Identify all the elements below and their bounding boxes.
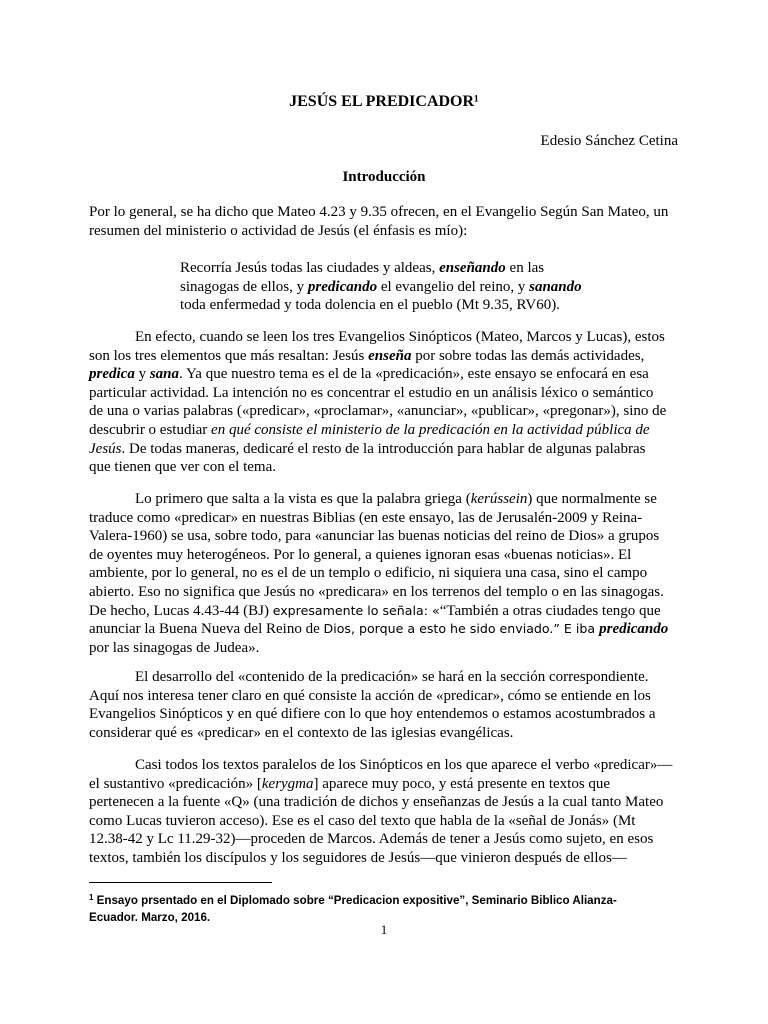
paragraph-text: por sobre todas las demás actividades, [411,347,645,364]
emphasis-text: predicando [307,278,378,295]
quote-text: en las [505,260,545,276]
quoted-scripture: anunciar la Buena Nueva del Reino de [89,621,324,638]
quote-text: el evangelio del reino, y [377,278,530,295]
paragraph-line [89,756,681,775]
paragraph-line: Valera-1960) se usa, sobre todo, para «anunciar las buenas noticias del reino de Dios» a grupos [89,528,660,545]
block-quote [180,259,600,315]
paragraph-text: De hecho, Lucas 4.43-44 (BJ) [89,602,273,619]
greek-word: kerússein [470,491,528,507]
paragraph-kerussein [89,490,681,657]
paragraph-line: como Lucas tuvieron acceso). Ese es el caso del texto que habla de la «señal de Jonás» (Mt [89,812,636,829]
paragraph-line [89,668,681,687]
paragraph-line: traduce como «predicar» en nuestras Biblias (en este ensayo, las de Jerusalén-2009 y Reina- [89,509,643,526]
document-title: JESÚS EL PREDICADOR¹ [289,93,479,110]
paragraph-text: Lo primero que salta a la vista es que la palabra griega ( [135,491,471,507]
emphasis-text: sanando [529,278,582,295]
section-heading: Introducción [342,169,426,185]
paragraph-line: por las sinagogas de Judea». [89,639,260,656]
emphasis-text: enseñando [439,260,506,276]
paragraph-text: En efecto, cuando se leen los tres Evangelios Sinópticos (Mateo, Marcos y Lucas), estos [135,329,665,345]
paragraph-line: textos, también los discípulos y los seguidores de Jesús—que vinieron después de ellos— [89,849,627,866]
emphasis-text: predica [89,366,135,383]
paragraph-text: el sustantivo «predicación» [ [89,775,262,792]
paragraph-line: pertenecen a la fuente «Q» (una tradición de dichos y enseñanzas de Jesús a la cual tanto Mateo [89,794,664,811]
paragraph-line: Evangelios Sinópticos y en qué difiere con lo que hoy entendemos o estamos acostumbrados a [89,706,656,723]
paragraph-text: descubrir o estudiar [89,421,212,438]
paragraph-line [89,328,681,347]
paragraph-line: ambiente, por lo general, no es el de un templo o edificio, ni siquiera una casa, sino el campo [89,565,648,582]
quote-text: Recorría Jesús todas las ciudades y aldeas, [180,260,440,276]
paragraph-text: . De todas maneras, dedicaré el resto de la introducción para hablar de algunas palabras [121,440,646,457]
paragraph-parallels [89,756,681,868]
paragraph-line [89,775,681,794]
paragraph-line [89,620,681,639]
emphasis-text: sana [149,366,180,383]
paragraph-text: ) que normalmente se [527,491,657,507]
footnote-line: Ecuador. Marzo, 2016. [89,911,211,924]
paragraph-text: son los tres elementos que más resaltan: Jesús [89,347,369,364]
paragraph-line [89,365,681,384]
paragraph-line: Por lo general, se ha dicho que Mateo 4.23 y 9.35 ofrecen, en el Evangelio Según San Mateo, un [89,204,669,220]
paragraph-text: Casi todos los textos paralelos de los Sinópticos en los que aparece el verbo «predicar»— [135,757,673,773]
quoted-scripture: expresamente lo señala: « [272,602,440,618]
paragraph-line [89,421,681,440]
paragraph-text: . Ya que nuestro tema es el de la «predicación», este ensayo se enfocará en esa [179,366,649,383]
paragraph-line: particular actividad. La intención no es concentrar el estudio en un análisis léxico o semántico [89,384,654,401]
page-number: 1 [380,922,388,937]
author-name: Edesio Sánchez Cetina [540,133,678,149]
paragraph-text: El desarrollo del «contenido de la predicación» se hará en la sección correspondiente. [135,669,649,685]
paragraph-synoptics [89,328,681,477]
footnote [89,889,689,926]
quoted-scripture: Dios, porque a esto he sido enviado.” E iba [323,621,600,637]
footnote-text: Ensayo prsentado en el Diplomado sobre “Predicacion expositive”, Seminario Biblico Alianza- [93,894,617,907]
paragraph-line: que tienen que ver con el tema. [89,459,277,476]
paragraph-line: abierto. Eso no significa que Jesús no «predicara» en los terrenos del templo o en las sinagogas. [89,583,664,600]
greek-word: kerygma [261,775,314,792]
emphasis-text: predicando [599,621,669,638]
paragraph-line: de oyentes muy heterogéneos. Por lo general, a quienes ignoran esas «buenas noticias». El [89,546,632,563]
paragraph-line [89,490,681,509]
paragraph-development [89,668,681,742]
emphasis-text: enseña [368,347,412,364]
paragraph-line [89,440,681,459]
quote-line: toda enfermedad y toda dolencia en el pueblo (Mt 9.35, RV60). [180,297,560,314]
quoted-scripture: “También a otras ciudades tengo que [439,602,661,619]
paragraph-line: 12.38-42 y Lc 11.29-32)—proceden de Marcos. Además de tener a Jesús como sujeto, en esos [89,831,654,848]
italic-text: en qué consiste el ministerio de la predicación en la actividad pública de [211,421,650,438]
footnote-line [89,889,689,909]
paragraph-line: Aquí nos interesa tener claro en qué consiste la acción de «predicar», cómo se entiende en los [89,687,651,704]
paragraph-intro [89,203,681,240]
paragraph-line: considerar qué es «predicar» en el contexto de las iglesias evangélicas. [89,724,514,741]
paragraph-line: resumen del ministerio o actividad de Jesús (el énfasis es mío): [89,222,468,239]
paragraph-line [89,602,681,621]
footnote-separator [89,882,272,883]
quote-line [180,278,600,297]
paragraph-text: ] aparece muy poco, y está presente en textos que [313,775,611,792]
italic-text: Jesús [89,440,122,457]
paragraph-line: de una o varias palabras («predicar», «proclamar», «anunciar», «publicar», «pregonar»), sino de [89,403,667,420]
paragraph-line [89,347,681,366]
footnote-marker: 1 [89,893,94,902]
quote-text: sinagogas de ellos, y [180,278,308,295]
quote-line [180,259,600,278]
paragraph-text: y [134,366,150,383]
